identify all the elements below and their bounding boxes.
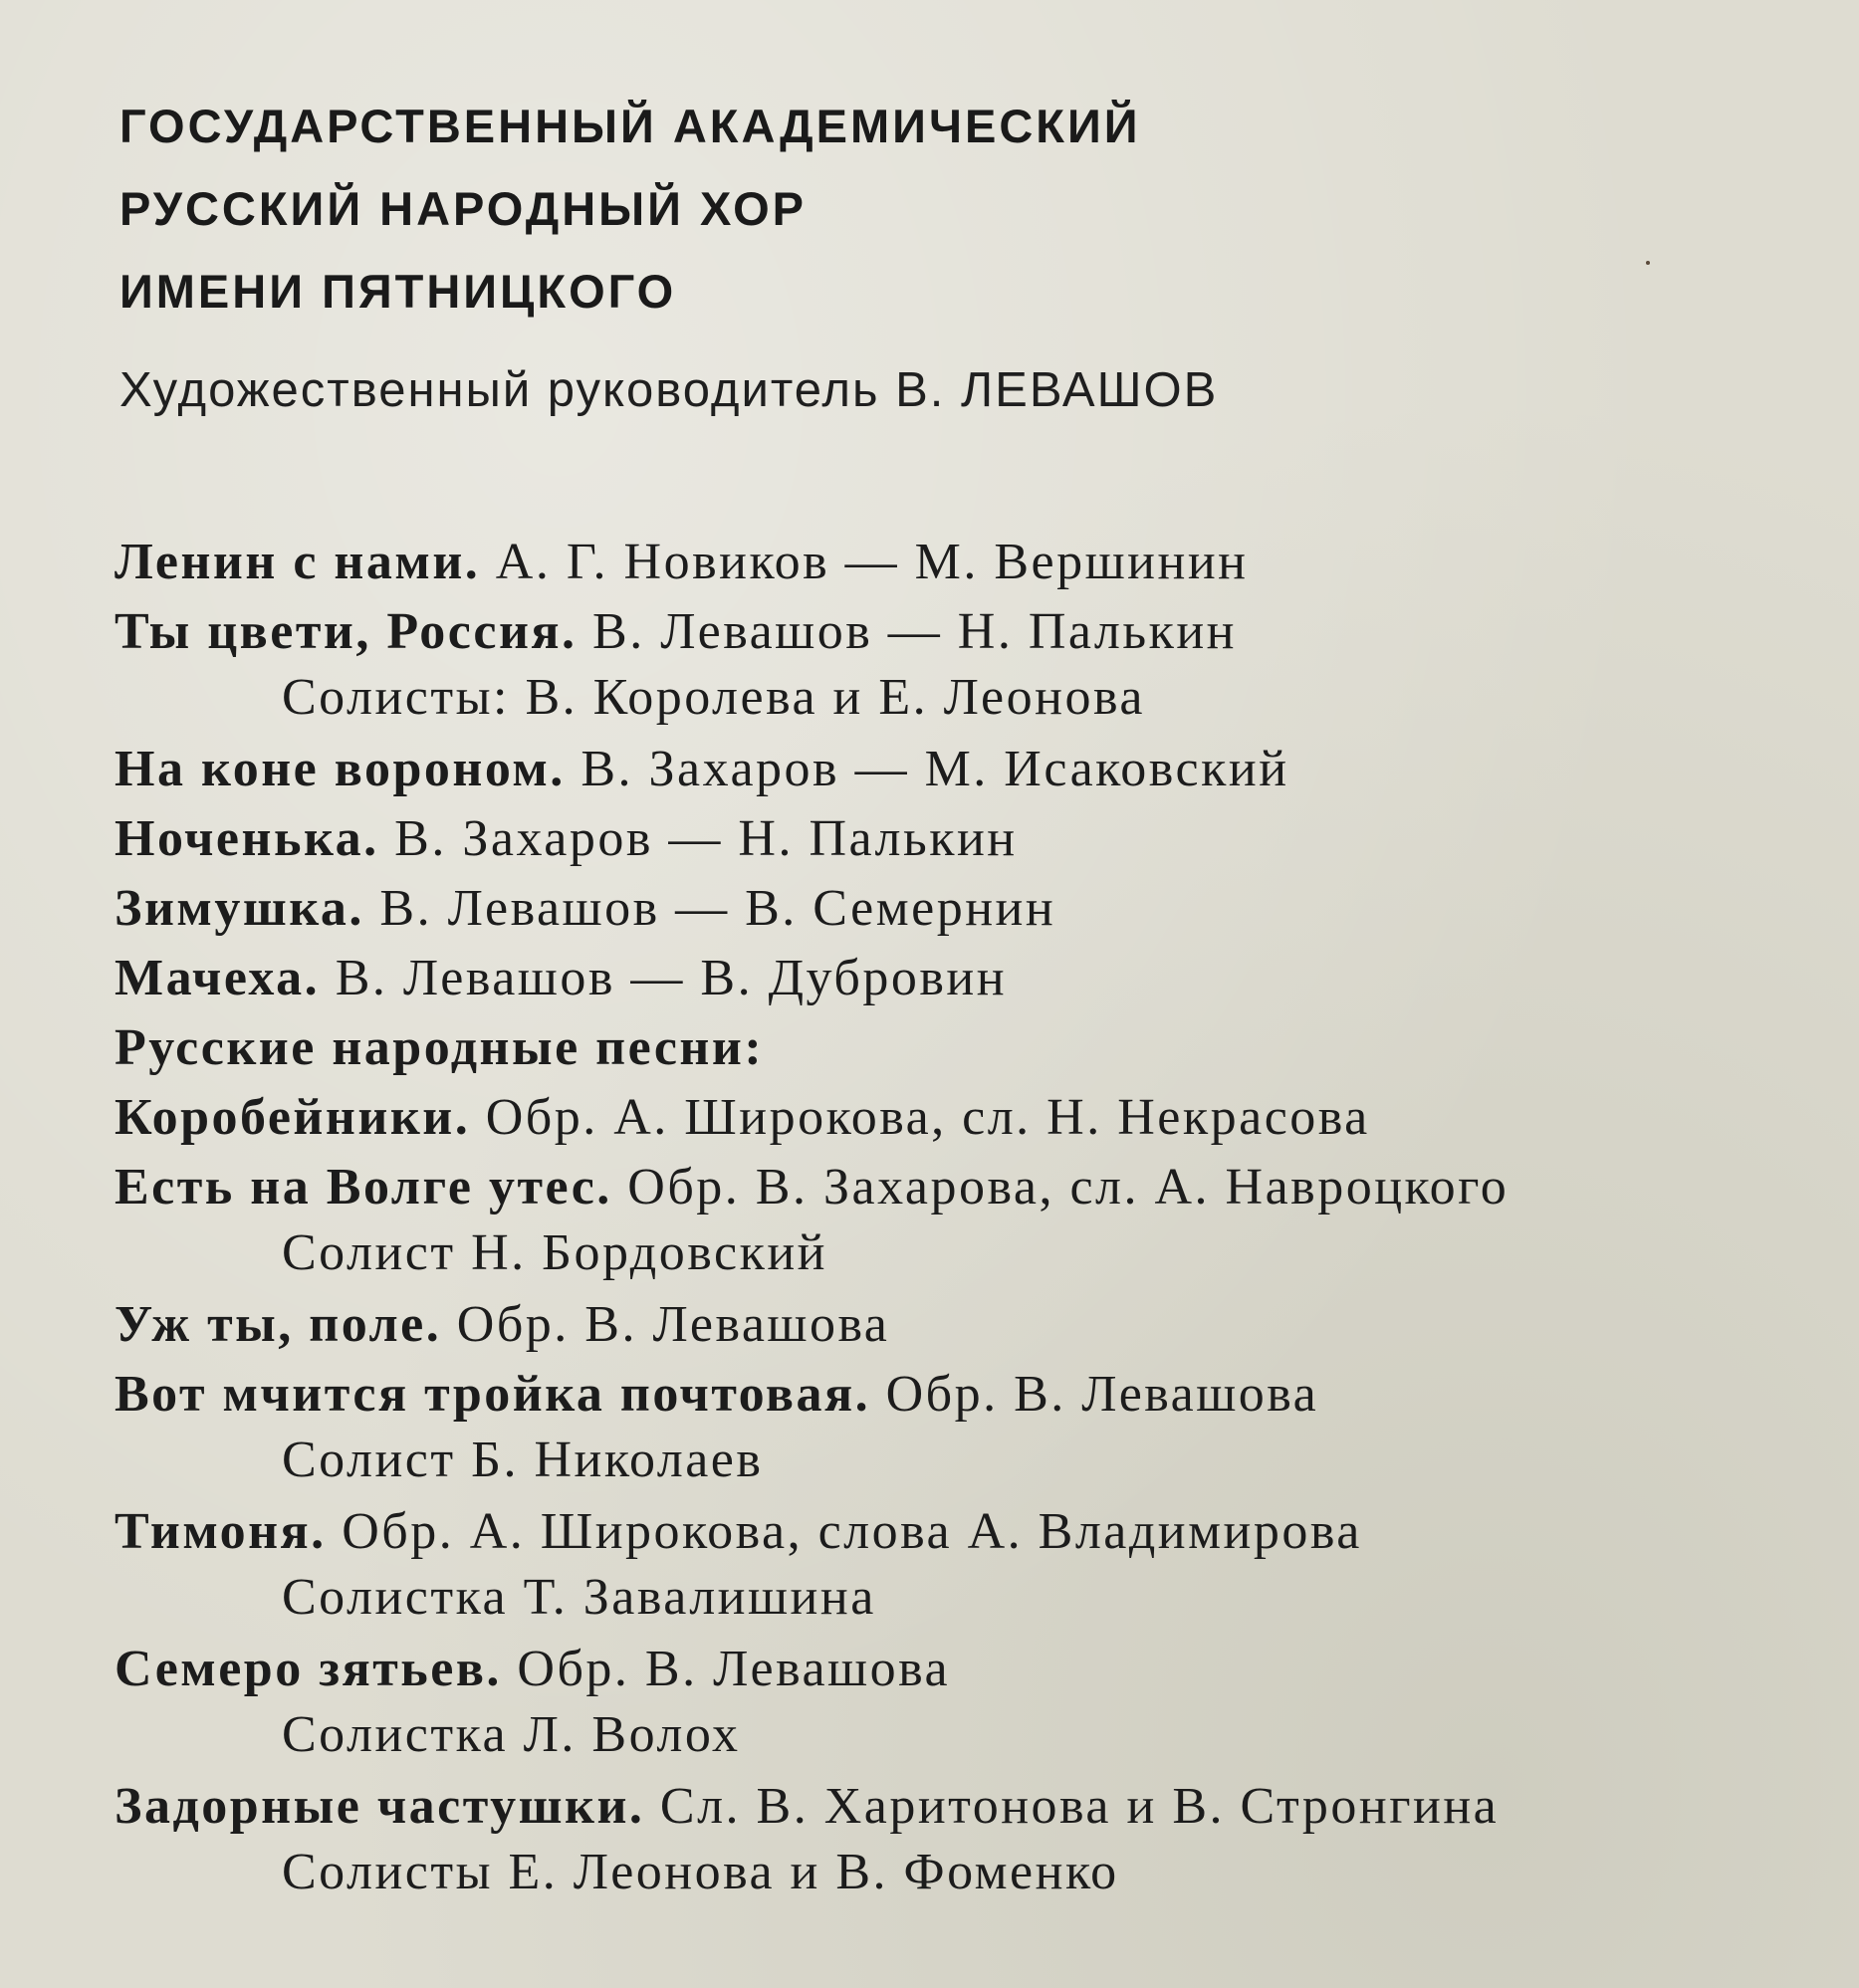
track-title: Тимоня.: [115, 1503, 327, 1560]
track-item: [115, 1083, 1827, 1153]
folk-songs-heading: Русские народные песни:: [115, 1019, 765, 1076]
choir-title-line-1: ГОСУДАРСТВЕННЫЙ АКАДЕМИЧЕСКИЙ: [119, 100, 1141, 152]
choir-title: [119, 85, 1713, 332]
track-credit: В. Захаров — Н. Палькин: [378, 810, 1018, 867]
track-soloist: Солисты: В. Королева и Е. Леонова: [282, 669, 1145, 726]
track-credit: В. Левашов — Н. Палькин: [577, 603, 1237, 660]
track-title: Задорные частушки.: [115, 1778, 645, 1835]
choir-title-line-3: ИМЕНИ ПЯТНИЦКОГО: [119, 265, 677, 318]
track-title: Есть на Волге утес.: [115, 1159, 612, 1215]
track-item: [115, 1290, 1827, 1360]
track-soloist: Солист Н. Бордовский: [282, 1224, 828, 1281]
track-credit: В. Левашов — В. Дубровин: [320, 950, 1008, 1006]
track-title: Уж ты, поле.: [115, 1296, 442, 1353]
track-item: [115, 1497, 1827, 1567]
track-item: [115, 874, 1827, 944]
track-title: Вот мчится тройка почтовая.: [115, 1366, 871, 1423]
track-list: [115, 528, 1827, 1909]
track-credit: В. Захаров — М. Исаковский: [565, 741, 1289, 797]
track-credit: А. Г. Новиков — М. Вершинин: [480, 534, 1249, 590]
track-soloist: Солисты Е. Леонова и В. Фоменко: [282, 1844, 1119, 1900]
track-soloist: Солистка Л. Волох: [282, 1706, 741, 1763]
track-credit: В. Левашов — В. Семернин: [363, 880, 1056, 937]
track-item: [115, 944, 1827, 1013]
track-credit: Обр. В. Левашова: [501, 1641, 951, 1697]
section-heading: [115, 1013, 1827, 1083]
paper-speck: [1646, 261, 1650, 265]
track-credit: Обр. В. Левашова: [870, 1366, 1319, 1423]
track-credit: Сл. В. Харитонова и В. Стронгина: [644, 1778, 1500, 1835]
track-title: Коробейники.: [115, 1089, 471, 1146]
track-item: [115, 1153, 1827, 1222]
track-title: Ноченька.: [115, 810, 379, 867]
track-title: Семеро зятьев.: [115, 1641, 502, 1697]
track-title: Ты цвети, Россия.: [115, 603, 578, 660]
track-item: [115, 1360, 1827, 1430]
track-item: [115, 528, 1827, 597]
track-credit: Обр. А. Широкова, слова А. Владимирова: [326, 1503, 1362, 1560]
track-title: На коне вороном.: [115, 741, 566, 797]
track-item: [115, 1635, 1827, 1704]
artistic-director: Художественный руководитель В. ЛЕВАШОВ: [119, 363, 1219, 417]
track-soloist: Солист Б. Николаев: [282, 1432, 764, 1488]
choir-title-line-2: РУССКИЙ НАРОДНЫЙ ХОР: [119, 182, 808, 235]
track-credit: Обр. В. Левашова: [441, 1296, 890, 1353]
track-credit: Обр. А. Широкова, сл. Н. Некрасова: [470, 1089, 1370, 1146]
track-item: [115, 804, 1827, 874]
track-item: [115, 735, 1827, 804]
track-item: [115, 597, 1827, 667]
track-item: [115, 1772, 1827, 1842]
track-title: Ленин с нами.: [115, 534, 481, 590]
track-title: Мачеха.: [115, 950, 321, 1006]
track-title: Зимушка.: [115, 880, 364, 937]
track-soloist: Солистка Т. Завалишина: [282, 1569, 876, 1626]
track-credit: Обр. В. Захарова, сл. А. Навроцкого: [611, 1159, 1510, 1215]
